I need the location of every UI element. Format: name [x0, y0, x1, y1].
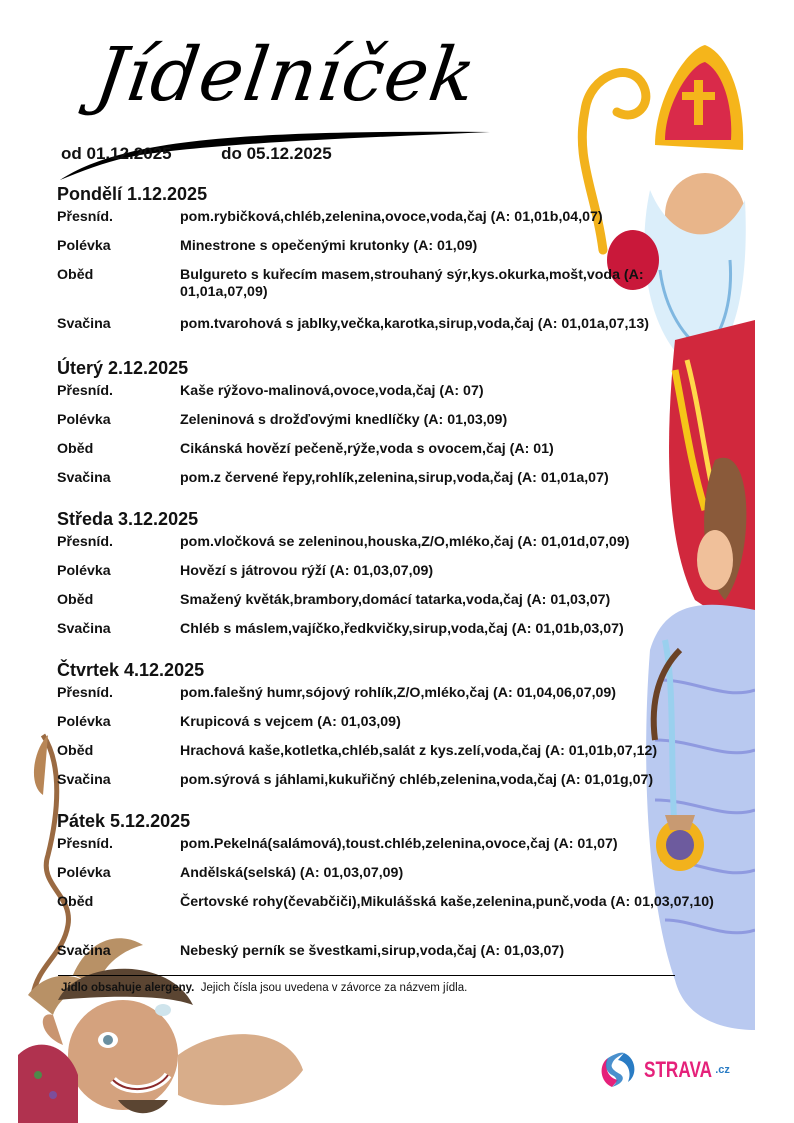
allergen-note [61, 982, 467, 994]
meal-label: Oběd [57, 592, 94, 608]
meal-value: Krupicová s vejcem (A: 01,03,09) [180, 714, 401, 730]
meal-row [57, 836, 737, 865]
footer-divider [58, 975, 675, 976]
meal-value: pom.falešný humr,sójový rohlík,Z/O,mléko,čaj (A: 01,04,06,07,09) [180, 685, 617, 701]
meal-row [57, 894, 737, 943]
meal-value: pom.vločková se zeleninou,houska,Z/O,mléko,čaj (A: 01,01d,07,09) [180, 534, 630, 550]
strava-swirl-icon [598, 1050, 638, 1090]
meal-value: pom.Pekelná(salámová),toust.chléb,zelenina,ovoce,čaj (A: 01,07) [180, 836, 618, 852]
meal-value: Hrachová kaše,kotletka,chléb,salát z kys.zelí,voda,čaj (A: 01,01b,07,12) [180, 743, 658, 759]
meal-value: Smažený květák,brambory,domácí tatarka,voda,čaj (A: 01,03,07) [180, 592, 611, 608]
meal-value: pom.tvarohová s jablky,večka,karotka,sirup,voda,čaj (A: 01,01a,07,13) [180, 316, 649, 332]
meal-row [57, 685, 737, 714]
from-date: 01.12.2025 [86, 144, 172, 163]
meal-value: Nebeský perník se švestkami,sirup,voda,čaj (A: 01,03,07) [180, 943, 565, 959]
meal-label: Svačina [57, 943, 111, 959]
meal-label: Oběd [57, 441, 94, 457]
meal-label: Polévka [57, 563, 111, 579]
meal-row [57, 534, 737, 563]
meal-row [57, 238, 737, 267]
meal-label: Svačina [57, 772, 111, 788]
day-title: Čtvrtek 4.12.2025 [57, 660, 205, 680]
meal-label: Oběd [57, 267, 94, 283]
meal-label: Svačina [57, 621, 111, 637]
meal-label: Polévka [57, 238, 111, 254]
meal-value: Chléb s máslem,vajíčko,ředkvičky,sirup,voda,čaj (A: 01,01b,03,07) [180, 621, 624, 637]
meal-label: Oběd [57, 894, 94, 910]
meal-label: Oběd [57, 743, 94, 759]
strava-brand: STRAVA [644, 1057, 713, 1082]
day-title: Pátek 5.12.2025 [57, 811, 191, 831]
meal-row [57, 563, 737, 592]
day-title: Středa 3.12.2025 [57, 509, 199, 529]
meal-label: Přesníd. [57, 685, 113, 701]
day-thursday [57, 659, 737, 801]
meal-row [57, 267, 737, 316]
meal-row [57, 383, 737, 412]
meal-label: Polévka [57, 412, 111, 428]
meal-value: Andělská(selská) (A: 01,03,07,09) [180, 865, 404, 881]
meal-value: Minestrone s opečenými krutonky (A: 01,09) [180, 238, 478, 254]
meal-label: Přesníd. [57, 534, 113, 550]
meal-row [57, 209, 737, 238]
meal-row [57, 470, 737, 499]
meal-row [57, 865, 737, 894]
day-friday [57, 810, 737, 972]
meal-value: Zeleninová s drožďovými knedlíčky (A: 01,03,09) [180, 412, 508, 428]
strava-tld: .cz [715, 1064, 730, 1076]
day-monday [57, 183, 737, 345]
meal-row [57, 772, 737, 801]
meal-label: Přesníd. [57, 383, 113, 399]
date-range [61, 144, 332, 164]
meal-value: pom.rybičková,chléb,zelenina,ovoce,voda,čaj (A: 01,01b,04,07) [180, 209, 603, 225]
meal-row [57, 316, 737, 345]
strava-logo [598, 1050, 730, 1090]
meal-label: Polévka [57, 714, 111, 730]
meal-row [57, 743, 737, 772]
meal-row [57, 714, 737, 743]
from-label: od [61, 144, 82, 163]
day-title: Úterý 2.12.2025 [57, 358, 189, 378]
meal-label: Polévka [57, 865, 111, 881]
meal-label: Přesníd. [57, 836, 113, 852]
meal-value: Kaše rýžovo-malinová,ovoce,voda,čaj (A: 07) [180, 383, 484, 399]
meal-label: Svačina [57, 470, 111, 486]
meal-row [57, 943, 737, 972]
to-date: 05.12.2025 [246, 144, 332, 163]
meal-row [57, 621, 737, 650]
page-title: Jídelníček [89, 32, 482, 118]
day-tuesday [57, 357, 737, 499]
meal-value: Cikánská hovězí pečeně,rýže,voda s ovocem,čaj (A: 01) [180, 441, 554, 457]
meal-value: Bulgureto s kuřecím masem,strouhaný sýr,kys.okurka,mošt,voda (A: 01,01a,07,09) [180, 267, 644, 300]
meal-label: Přesníd. [57, 209, 113, 225]
to-label: do [221, 144, 242, 163]
meal-label: Svačina [57, 316, 111, 332]
meal-value: Hovězí s játrovou rýží (A: 01,03,07,09) [180, 563, 434, 579]
meal-value: pom.sýrová s jáhlami,kukuřičný chléb,zelenina,voda,čaj (A: 01,01g,07) [180, 772, 654, 788]
meal-row [57, 412, 737, 441]
day-wednesday [57, 508, 737, 650]
meal-row [57, 441, 737, 470]
allergen-note-bold: Jídlo obsahuje alergeny. [61, 982, 195, 994]
meal-value: Čertovské rohy(čevabčiči),Mikulášská kaše,zelenina,punč,voda (A: 01,03,07,10) [180, 894, 714, 910]
meal-row [57, 592, 737, 621]
allergen-note-text: Jejich čísla jsou uvedena v závorce za názvem jídla. [200, 982, 468, 994]
meal-value: pom.z červené řepy,rohlík,zelenina,sirup,voda,čaj (A: 01,01a,07) [180, 470, 609, 486]
day-title: Pondělí 1.12.2025 [57, 184, 208, 204]
